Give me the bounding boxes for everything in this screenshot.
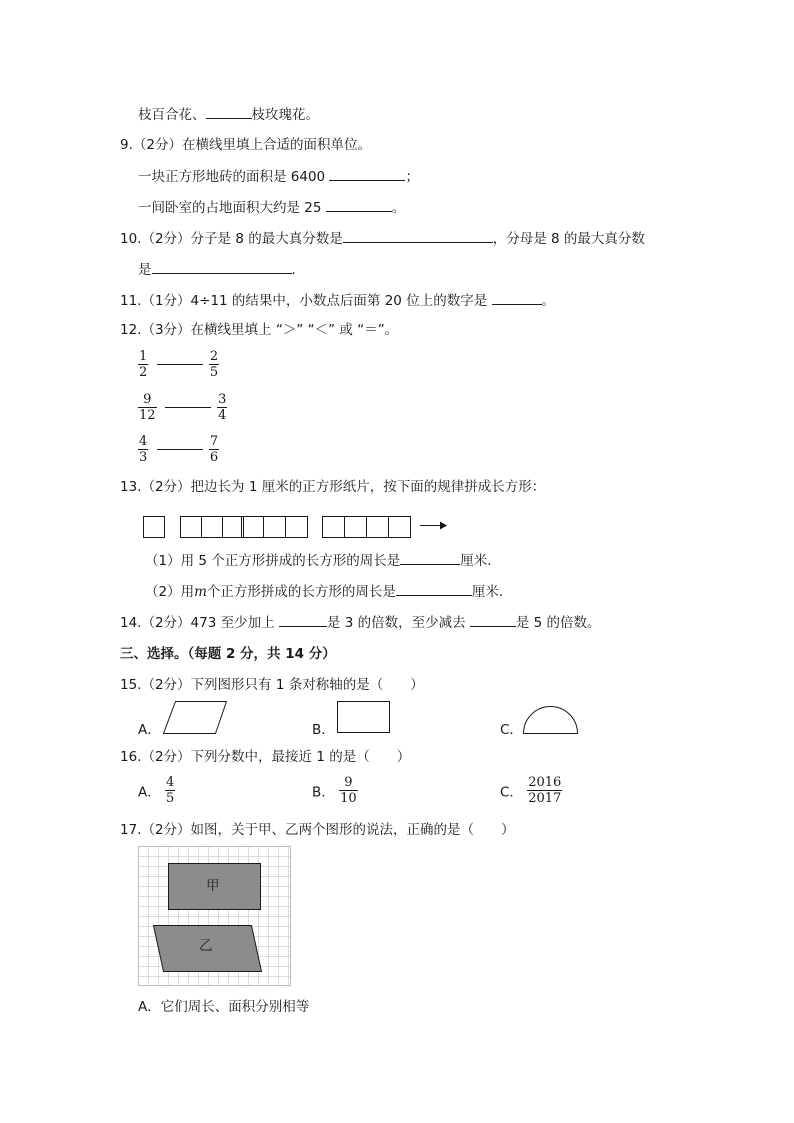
semicircle-shape (520, 702, 580, 736)
square-pattern-figure (140, 512, 460, 540)
answer-blank[interactable] (396, 581, 472, 596)
pattern-1-square (144, 517, 165, 538)
fraction: $\frac{9}{10}$ (340, 775, 357, 806)
answer-blank[interactable] (279, 612, 327, 627)
answer-blank[interactable] (470, 612, 516, 627)
fraction-left: $\frac{1}{2}$ (139, 349, 148, 380)
fraction-right: $\frac{2}{5}$ (209, 349, 219, 380)
q17-option-a[interactable]: A．它们周长、面积分别相等 (138, 999, 310, 1015)
q11-line: 11.（1分）4÷11 的结果中，小数点后面第 20 位上的数字是 。 (120, 290, 555, 311)
q12-compare-row-1 (138, 349, 219, 380)
answer-blank[interactable] (329, 166, 405, 181)
q15-option-a-label[interactable]: A． (138, 722, 161, 738)
fraction: $\frac{2016}{2017}$ (528, 775, 562, 806)
pattern-3-squares (242, 517, 308, 538)
q10-line2: 是 . (138, 259, 296, 280)
section-heading: 三、选择。（每题 2 分，共 14 分） (120, 646, 336, 662)
answer-blank[interactable] (343, 228, 493, 243)
q15-option-c-label[interactable]: C． (500, 722, 523, 738)
rectangle-shape (334, 699, 394, 737)
answer-blank[interactable] (152, 259, 292, 274)
q12-compare-row-2 (138, 392, 227, 423)
fraction-left: $\frac{9}{12}$ (139, 392, 156, 423)
grid-figure (138, 846, 292, 986)
fraction: $\frac{4}{5}$ (166, 775, 175, 806)
answer-blank[interactable] (492, 290, 542, 305)
q12-compare-row-3 (138, 434, 219, 465)
pattern-2-squares (181, 517, 244, 538)
q9-heading: 9.（2分）在横线里填上合适的面积单位。 (120, 137, 371, 153)
q9-line1: 一块正方形地砖的面积是 6400 ； (138, 166, 419, 187)
q9-line2: 一间卧室的占地面积大约是 25 。 (138, 197, 405, 218)
compare-blank[interactable] (165, 407, 211, 408)
q13-sub2: （2）用m个正方形拼成的长方形的周长是 厘米. (145, 581, 503, 602)
q13-sub1: （1）用 5 个正方形拼成的长方形的周长是 厘米. (145, 550, 492, 571)
q14-line: 14.（2分）473 至少加上 是 3 的倍数，至少减去 是 5 的倍数。 (120, 612, 601, 633)
q10-line1: 10.（2分）分子是 8 的最大真分数是 ，分母是 8 的最大真分数 (120, 228, 645, 249)
compare-blank[interactable] (157, 364, 203, 365)
label-yi: 乙 (199, 938, 213, 954)
answer-blank[interactable] (400, 550, 460, 565)
answer-blank[interactable] (206, 104, 252, 119)
label-jia: 甲 (206, 878, 220, 894)
answer-blank[interactable] (326, 197, 392, 212)
parallelogram-shape (160, 699, 230, 737)
fraction-left: $\frac{4}{3}$ (139, 434, 148, 465)
q15-option-b-label[interactable]: B． (312, 722, 335, 738)
q15-heading: 15.（2分）下列图形只有 1 条对称轴的是（ ） (120, 677, 424, 693)
q16-option-c[interactable]: C． $\frac{2016}{2017}$ (500, 775, 562, 806)
fraction-right: $\frac{7}{6}$ (209, 434, 219, 465)
q16-option-a[interactable]: A． $\frac{4}{5}$ (138, 775, 175, 806)
q16-heading: 16.（2分）下列分数中，最接近 1 的是（ ） (120, 749, 411, 765)
compare-blank[interactable] (157, 449, 203, 450)
arrow-head-icon (440, 522, 447, 530)
q16-option-b[interactable]: B． $\frac{9}{10}$ (312, 775, 357, 806)
q13-heading: 13.（2分）把边长为 1 厘米的正方形纸片，按下面的规律拼成长方形： (120, 479, 546, 495)
fraction-right: $\frac{3}{4}$ (218, 392, 227, 423)
q12-heading: 12.（3分）在横线里填上 “＞” “＜” 或 “＝”。 (120, 322, 399, 338)
continued-line: 枝百合花、 枝玫瑰花。 (138, 104, 319, 125)
q17-heading: 17.（2分）如图，关于甲、乙两个图形的说法，正确的是（ ） (120, 822, 515, 838)
